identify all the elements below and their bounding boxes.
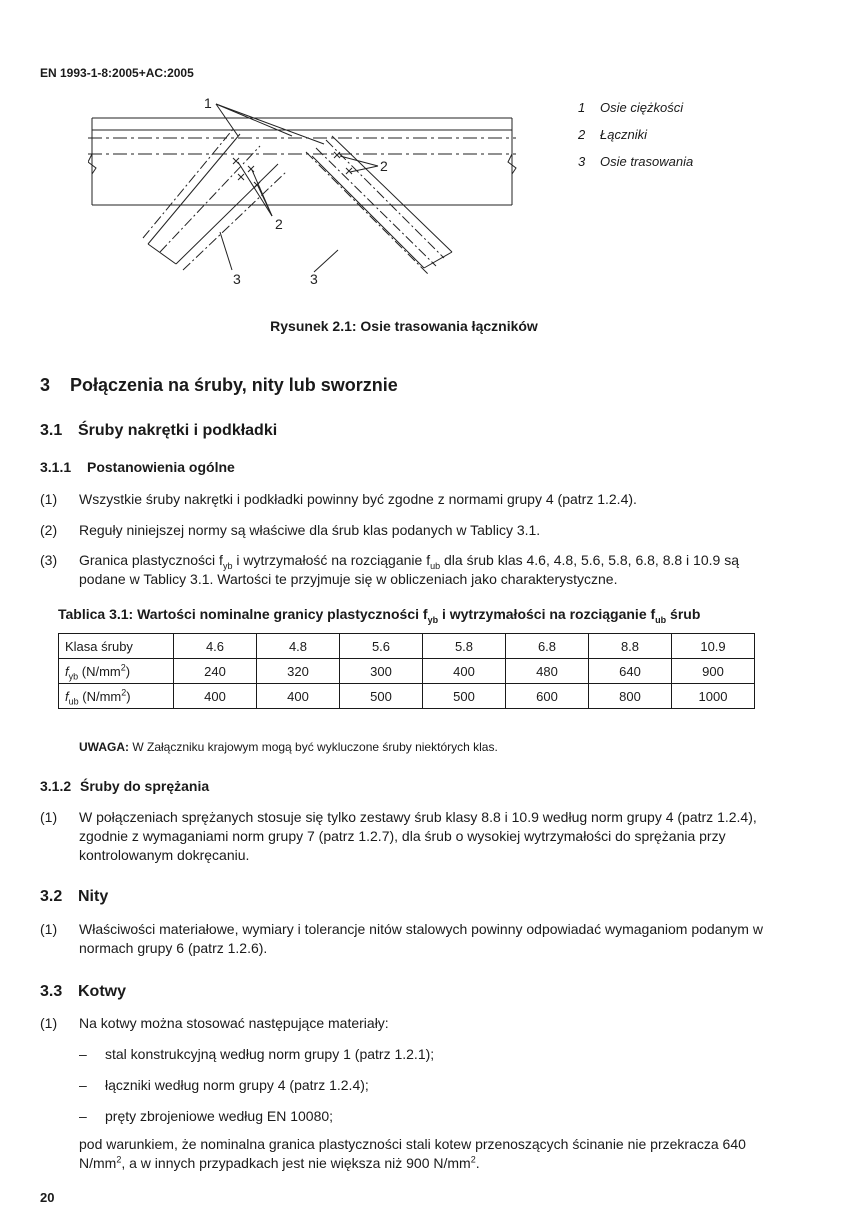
legend-item: 2 Łączniki — [578, 127, 647, 142]
paragraph-3-1-2-1: (1) W połączeniach sprężanych stosuje się tylko zestawy śrub klasy 8.8 i 10.9 według norm grupy 4 (patrz 1.2.4), zgodnie z wymaganiami norm grupy 7 (patrz 1.2.7), dla śrub o wysokiej wytrzymałości do sprężania przy kontrolowanym dokręcaniu. — [40, 809, 757, 863]
table-3-1-caption: Tablica 3.1: Wartości nominalne granicy plastyczności $f_{yb}$ i wytrzymałości na rozciąganie $f_{ub}$ śrub — [58, 606, 701, 625]
figure-2-1-drawing — [88, 92, 548, 292]
figure-label-2-left: 2 — [275, 216, 283, 232]
table-cell: 500 — [340, 684, 423, 709]
table-cell: 1000 — [672, 684, 755, 709]
paragraph-3-1-1-3: (3) Granica plastyczności $f_{yb}$ i wytrzymałość na rozciąganie $f_{ub}$ dla śrub klas 4.6, 4.8, 5.6, 5.8, 6.8, 8.8 i 10.9 są podane w Tablicy 3.1. Wartości te przyjmuje się w obliczeniach jako charakterystyczne. — [40, 552, 739, 587]
table-row — [59, 634, 755, 659]
figure-label-1: 1 — [204, 95, 212, 111]
figure-label-3-right: 3 — [310, 271, 318, 287]
figure-label-2-right: 2 — [380, 158, 388, 174]
section-3-2-heading: 3.2 Nity — [40, 888, 109, 905]
table-cell: 500 — [423, 684, 506, 709]
paragraph-3-3-condition: pod warunkiem, że nominalna granica plastyczności stali kotew przenoszących ścinanie nie przekracza 640 $N/mm^2$, a w innych przypadkach jest nie większa niż 900 $N/mm^2$. — [79, 1136, 746, 1171]
table-cell: 400 — [257, 684, 340, 709]
list-item: – łączniki według norm grupy 4 (patrz 1.2.4); — [79, 1077, 369, 1093]
section-3-3-heading: 3.3 Kotwy — [40, 983, 126, 1000]
legend-item: 3 Osie trasowania — [578, 154, 694, 169]
table-3-1 — [58, 633, 755, 709]
list-item: – pręty zbrojeniowe według EN 10080; — [79, 1108, 334, 1124]
document-id: EN 1993-1-8:2005+AC:2005 — [40, 66, 194, 80]
table-cell: 640 — [589, 659, 672, 684]
section-3-1-2-heading: 3.1.2 Śruby do sprężania — [40, 778, 210, 794]
page-number: 20 — [40, 1190, 55, 1205]
table-row-label: $f_{yb}$ $(N/mm^2)$ — [59, 659, 174, 684]
list-item: – stal konstrukcyjną według norm grupy 1 (patrz 1.2.1); — [79, 1046, 435, 1062]
table-cell: 10.9 — [672, 634, 755, 659]
table-cell: 240 — [174, 659, 257, 684]
table-cell: 4.6 — [174, 634, 257, 659]
table-cell: 300 — [340, 659, 423, 684]
table-cell: 5.8 — [423, 634, 506, 659]
figure-legend — [578, 94, 693, 175]
table-note: UWAGA: W Załączniku krajowym mogą być wykluczone śruby niektórych klas. — [79, 740, 498, 754]
table-cell: 8.8 — [589, 634, 672, 659]
table-cell: 400 — [423, 659, 506, 684]
table-cell: 900 — [672, 659, 755, 684]
table-row-label: $f_{ub}$ $(N/mm^2)$ — [59, 684, 174, 709]
table-cell: 400 — [174, 684, 257, 709]
paragraph-3-3-1: (1) Na kotwy można stosować następujące materiały: — [40, 1015, 389, 1031]
figure-label-3-left: 3 — [233, 271, 241, 287]
paragraph-3-1-1-2: (2) Reguły niniejszej normy są właściwe dla śrub klas podanych w Tablicy 3.1. — [40, 522, 541, 538]
paragraph-3-1-1-1: (1) Wszystkie śruby nakrętki i podkładki powinny być zgodne z normami grupy 4 (patrz 1.2.4). — [40, 491, 637, 507]
table-row — [59, 684, 755, 709]
table-cell: 800 — [589, 684, 672, 709]
paragraph-3-2-1: (1) Właściwości materiałowe, wymiary i tolerancje nitów stalowych powinny odpowiadać wymaganiom podanym w normach grupy 6 (patrz 1.2.6). — [40, 921, 763, 956]
figure-caption: Rysunek 2.1: Osie trasowania łączników — [270, 318, 538, 334]
section-3-heading: 3 Połączenia na śruby, nity lub sworznie — [40, 375, 398, 395]
section-3-1-1-heading: 3.1.1 Postanowienia ogólne — [40, 459, 235, 475]
table-row-label: Klasa śruby — [59, 634, 174, 659]
table-cell: 4.8 — [257, 634, 340, 659]
table-cell: 480 — [506, 659, 589, 684]
table-row — [59, 659, 755, 684]
section-3-1-heading: 3.1 Śruby nakrętki i podkładki — [40, 422, 278, 439]
legend-item: 1 Osie ciężkości — [578, 100, 684, 115]
table-cell: 600 — [506, 684, 589, 709]
table-cell: 5.6 — [340, 634, 423, 659]
table-cell: 6.8 — [506, 634, 589, 659]
table-cell: 320 — [257, 659, 340, 684]
